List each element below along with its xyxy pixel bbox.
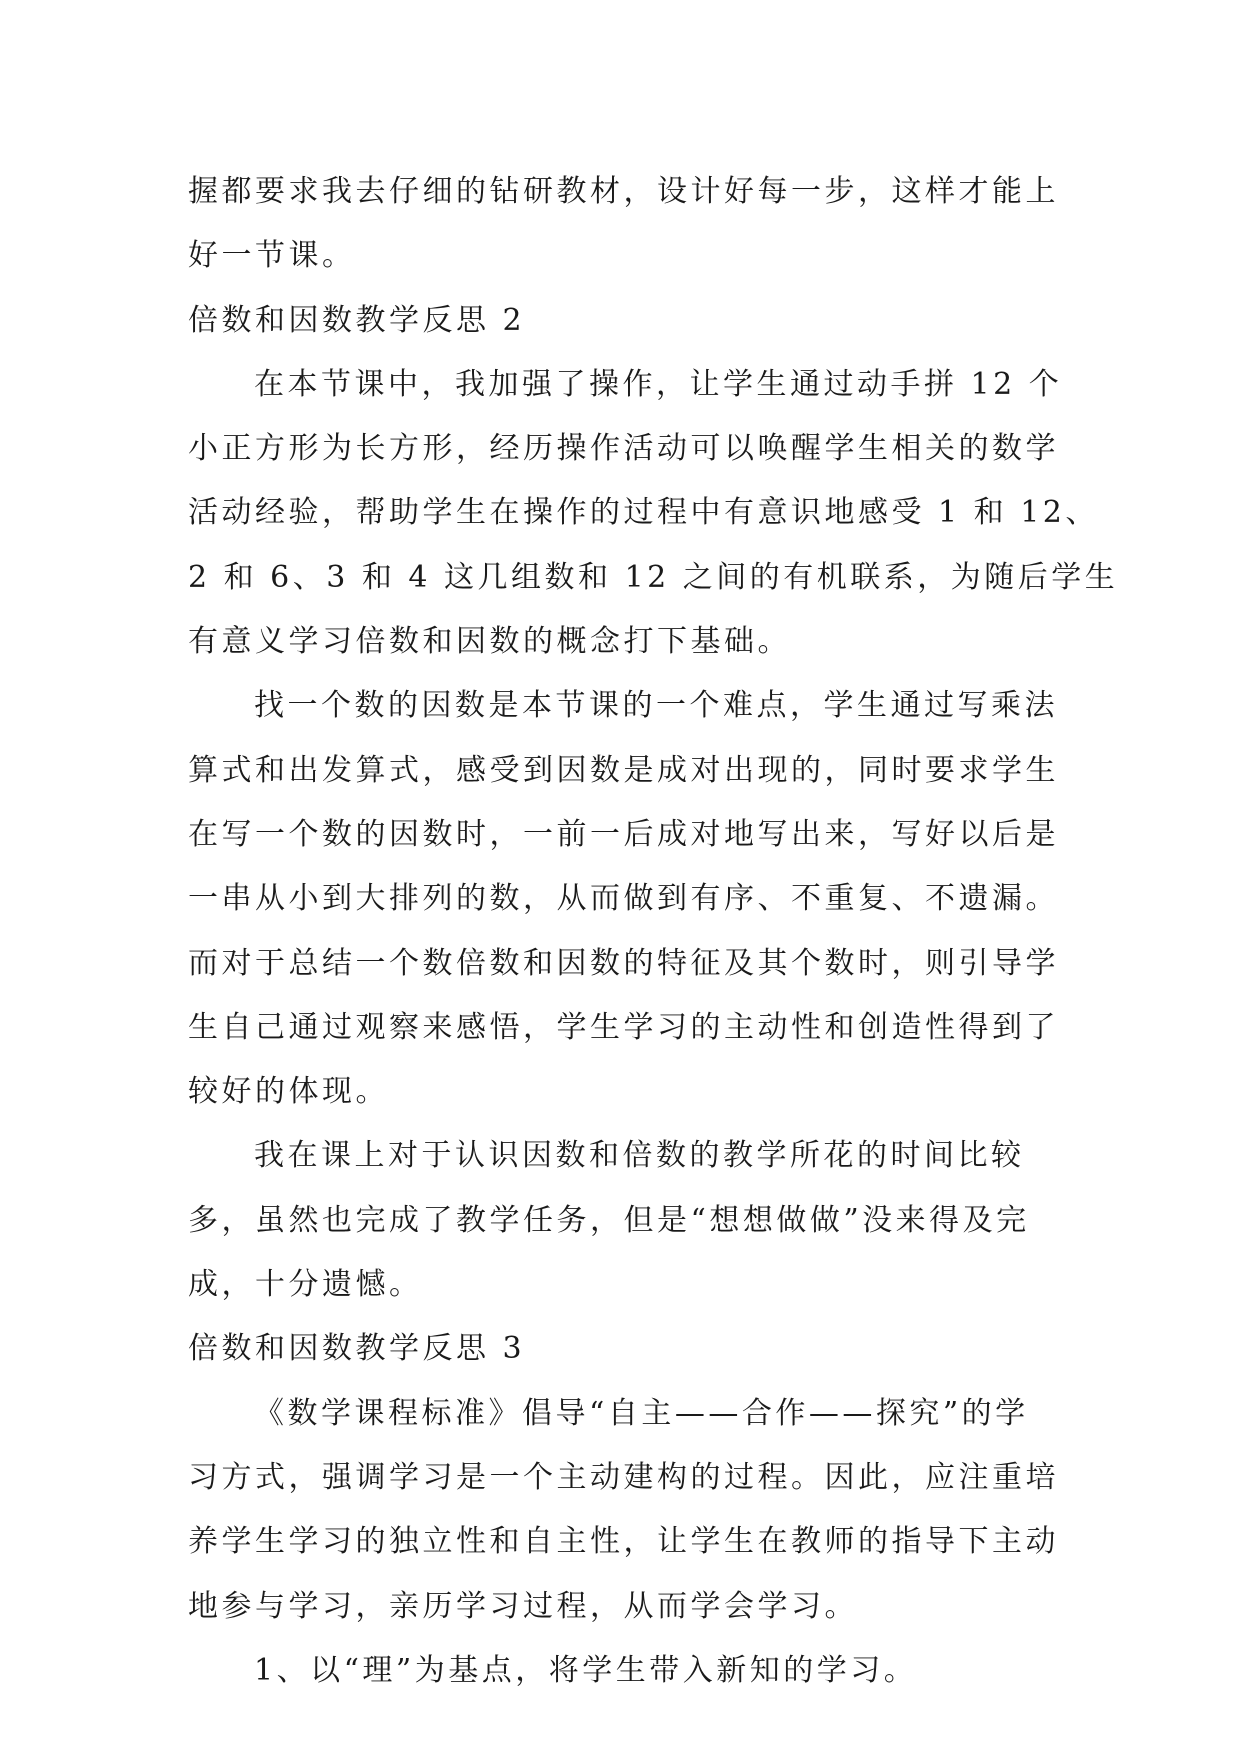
- text-line: 生自己通过观察来感悟，学生学习的主动性和创造性得到了: [188, 1009, 1059, 1045]
- paragraph-first-line: 《数学课程标准》倡导“自主——合作——探究”的学: [254, 1395, 1029, 1431]
- text-line: 地参与学习，亲历学习过程，从而学会学习。: [188, 1588, 858, 1624]
- document-page: [188, 160, 1119, 1703]
- text-line: 2 和 6、3 和 4 这几组数和 12 之间的有机联系，为随后学生: [188, 559, 1119, 595]
- text-line: 好一节课。: [188, 238, 356, 274]
- text-line: 算式和出发算式，感受到因数是成对出现的，同时要求学生: [188, 752, 1059, 788]
- text-line: 有意义学习倍数和因数的概念打下基础。: [188, 624, 791, 660]
- text-line: 多，虽然也完成了教学任务，但是“想想做做”没来得及完: [188, 1202, 1030, 1238]
- paragraph-first-line: 我在课上对于认识因数和倍数的教学所花的时间比较: [254, 1138, 1025, 1174]
- list-item: 1、以“理”为基点，将学生带入新知的学习。: [254, 1652, 918, 1688]
- text-line: 而对于总结一个数倍数和因数的特征及其个数时，则引导学: [188, 945, 1059, 981]
- text-line: 活动经验，帮助学生在操作的过程中有意识地感受 1 和 12、: [188, 495, 1099, 531]
- text-line: 养学生学习的独立性和自主性，让学生在教师的指导下主动: [188, 1524, 1059, 1560]
- section-heading: 倍数和因数教学反思 2: [188, 302, 526, 338]
- text-line: 在写一个数的因数时，一前一后成对地写出来，写好以后是: [188, 816, 1059, 852]
- text-line: 较好的体现。: [188, 1074, 389, 1110]
- section-heading: 倍数和因数教学反思 3: [188, 1331, 526, 1367]
- text-line: 小正方形为长方形，经历操作活动可以唤醒学生相关的数学: [188, 431, 1059, 467]
- text-line: 握都要求我去仔细的钻研教材，设计好每一步，这样才能上: [188, 174, 1059, 209]
- paragraph-first-line: 在本节课中，我加强了操作，让学生通过动手拼 12 个: [254, 366, 1063, 402]
- text-line: 一串从小到大排列的数，从而做到有序、不重复、不遗漏。: [188, 881, 1059, 917]
- text-line: 成，十分遗憾。: [188, 1267, 423, 1303]
- paragraph-first-line: 找一个数的因数是本节课的一个难点，学生通过写乘法: [254, 688, 1058, 724]
- text-line: 习方式，强调学习是一个主动建构的过程。因此，应注重培: [188, 1459, 1059, 1495]
